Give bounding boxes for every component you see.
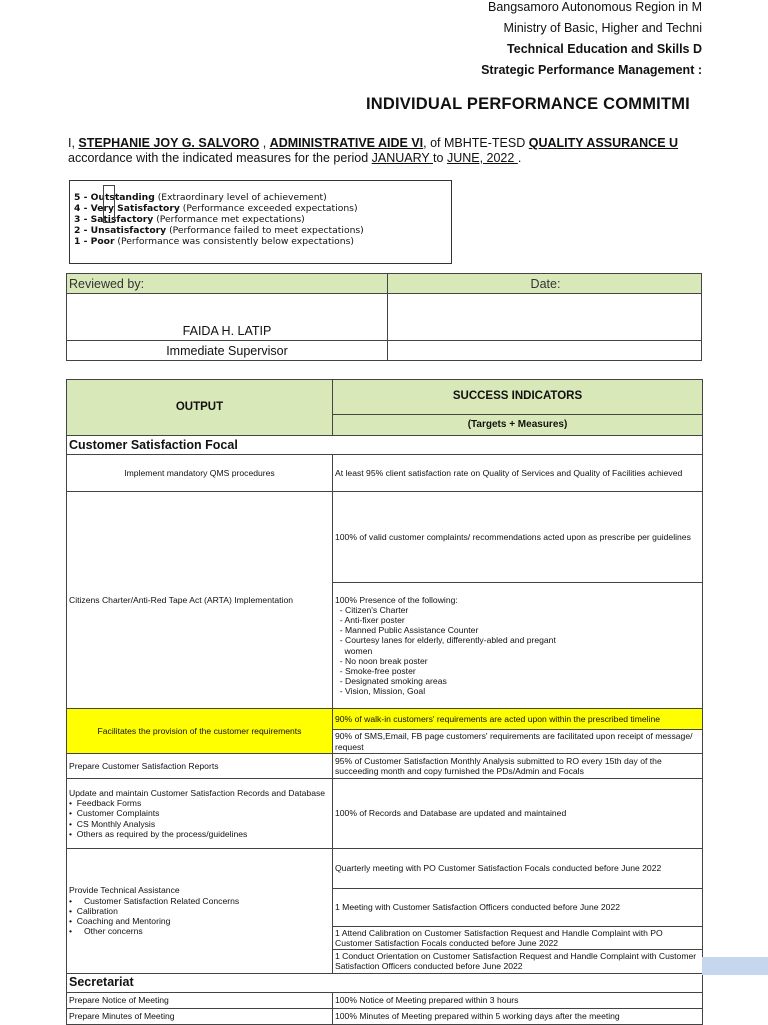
rating-1 (74, 236, 354, 247)
reviewer-name: FAIDA H. LATIP (67, 294, 388, 341)
reviewed-by-cell (67, 274, 388, 294)
output-cs-records-head: Update and maintain Customer Satisfaction Records and Database (69, 788, 326, 799)
header-region: Bangsamoro Autonomous Region in M (487, 0, 702, 14)
si-walkin-requirements: 90% of walk-in customers' requirements are acted upon within the prescribed timeline (333, 709, 703, 730)
employee-unit: QUALITY ASSURANCE U (528, 136, 679, 150)
output-customer-requirements: Facilitates the provision of the customer requirements (67, 709, 333, 754)
header-ministry: Ministry of Basic, Higher and Techni (503, 21, 702, 35)
rating-2-desc: (Performance failed to meet expectations) (166, 225, 364, 236)
header-spms: Strategic Performance Management : (481, 63, 702, 77)
reviewed-by-label: Reviewed by: (69, 276, 145, 291)
period-start: JANUARY (371, 151, 434, 165)
section-secretariat: Secretariat (67, 973, 703, 992)
si-arta-presence-head: 100% Presence of the following: (335, 594, 458, 605)
date-label-cell (388, 274, 702, 294)
si-qms: At least 95% client satisfaction rate on Quality of Services and Quality of Facilities achieved (333, 455, 703, 492)
rating-2 (74, 225, 364, 236)
date-label: Date: (530, 276, 561, 291)
reviewer-role: Immediate Supervisor (67, 341, 388, 361)
embedded-object-outline (103, 185, 115, 223)
si-minutes-meeting: 100% Minutes of Meeting prepared within 5 working days after the meeting (333, 1008, 703, 1024)
output-ta-items: • Customer Satisfaction Related Concerns • Calibration • Coaching and Mentoring • Other concerns (69, 895, 240, 936)
output-qms: Implement mandatory QMS procedures (67, 455, 333, 492)
si-arta-presence-items: - Citizen's Charter - Anti-fixer poster - Manned Public Assistance Counter - Courtesy lanes for elderly, differently-abled and pregant women - No noon break poster - Smoke-free poster - Designated smoking areas - Vision, Mission, Goal (339, 604, 556, 697)
intro-line2-prefix: accordance with the indicated measures for the period (68, 151, 372, 165)
si-ta-calibration: 1 Attend Calibration on Customer Satisfaction Request and Handle Complaint with PO Customer Satisfaction Focals conducted before June 2022 (333, 927, 703, 950)
ipcr-table (66, 379, 703, 1025)
employee-position: ADMINISTRATIVE AIDE VI (269, 136, 424, 150)
si-arta-complaints: 100% of valid customer complaints/ recommendations acted upon as prescribe per guidelines (333, 492, 703, 583)
rating-5-desc: (Extraordinary level of achievement) (154, 192, 327, 203)
rating-5-code: 5 - Outstanding (74, 192, 155, 203)
header-office: Technical Education and Skills D (507, 42, 702, 56)
si-ta-orientation: 1 Conduct Orientation on Customer Satisfaction Request and Handle Complaint with Customer Satisfaction Officers conducted before June 2022 (333, 950, 703, 973)
output-cs-records (67, 779, 333, 849)
si-notice-meeting: 100% Notice of Meeting prepared within 3 hours (333, 992, 703, 1008)
col-success-header: SUCCESS INDICATORS (333, 380, 703, 415)
intro-line2-suffix: . (517, 151, 522, 165)
output-technical-assistance (67, 849, 333, 974)
intro-mid: , of MBHTE-TESD (423, 136, 529, 150)
review-date-empty (388, 341, 702, 361)
si-cs-records: 100% of Records and Database are updated and maintained (333, 779, 703, 849)
review-date-value (388, 294, 702, 341)
output-cs-reports: Prepare Customer Satisfaction Reports (67, 754, 333, 779)
output-minutes-meeting: Prepare Minutes of Meeting (67, 1008, 333, 1024)
output-cs-records-items: • Feedback Forms • Customer Complaints • CS Monthly Analysis • Others as required by the process/guidelines (69, 798, 248, 839)
period-to: to (433, 151, 447, 165)
col-targets-header: (Targets + Measures) (333, 415, 703, 436)
rating-3-desc: (Performance met expectations) (153, 214, 305, 225)
rating-4-code: 4 - Very Satisfactory (74, 203, 180, 214)
rating-4-desc: (Performance exceeded expectations) (179, 203, 358, 214)
si-ta-quarterly: Quarterly meeting with PO Customer Satisfaction Focals conducted before June 2022 (333, 849, 703, 889)
intro-prefix: I, (68, 136, 79, 150)
rating-2-code: 2 - Unsatisfactory (74, 225, 167, 236)
rating-1-code: 1 - Poor (74, 236, 115, 247)
period-end: JUNE, 2022 (446, 151, 518, 165)
review-table (66, 273, 702, 361)
intro-line-1 (68, 136, 678, 150)
rating-4 (74, 203, 358, 214)
intro-sep: , (259, 136, 270, 150)
rating-scale-box (69, 180, 452, 264)
si-sms-requirements: 90% of SMS,Email, FB page customers' requirements are facilitated upon receipt of message/ request (333, 730, 703, 754)
rating-1-desc: (Performance was consistently below expectations) (114, 236, 354, 247)
col-output-header: OUTPUT (67, 380, 333, 436)
output-arta: Citizens Charter/Anti-Red Tape Act (ARTA) Implementation (67, 492, 333, 709)
si-ta-meeting: 1 Meeting with Customer Satisfaction Officers conducted before June 2022 (333, 889, 703, 927)
page-title: INDIVIDUAL PERFORMANCE COMMITMI (366, 95, 690, 113)
output-notice-meeting: Prepare Notice of Meeting (67, 992, 333, 1008)
intro-line-2 (68, 151, 521, 165)
si-arta-presence (333, 583, 703, 709)
si-cs-reports: 95% of Customer Satisfaction Monthly Analysis submitted to RO every 15th day of the succeeding month and copy furnished the PDs/Admin and Focals (333, 754, 703, 779)
employee-name: STEPHANIE JOY G. SALVORO (78, 136, 260, 150)
output-ta-head: Provide Technical Assistance (69, 885, 180, 896)
section-customer-satisfaction: Customer Satisfaction Focal (67, 436, 703, 455)
selection-strip (702, 957, 768, 975)
rating-3-code: 3 - Satisfactory (74, 214, 154, 225)
